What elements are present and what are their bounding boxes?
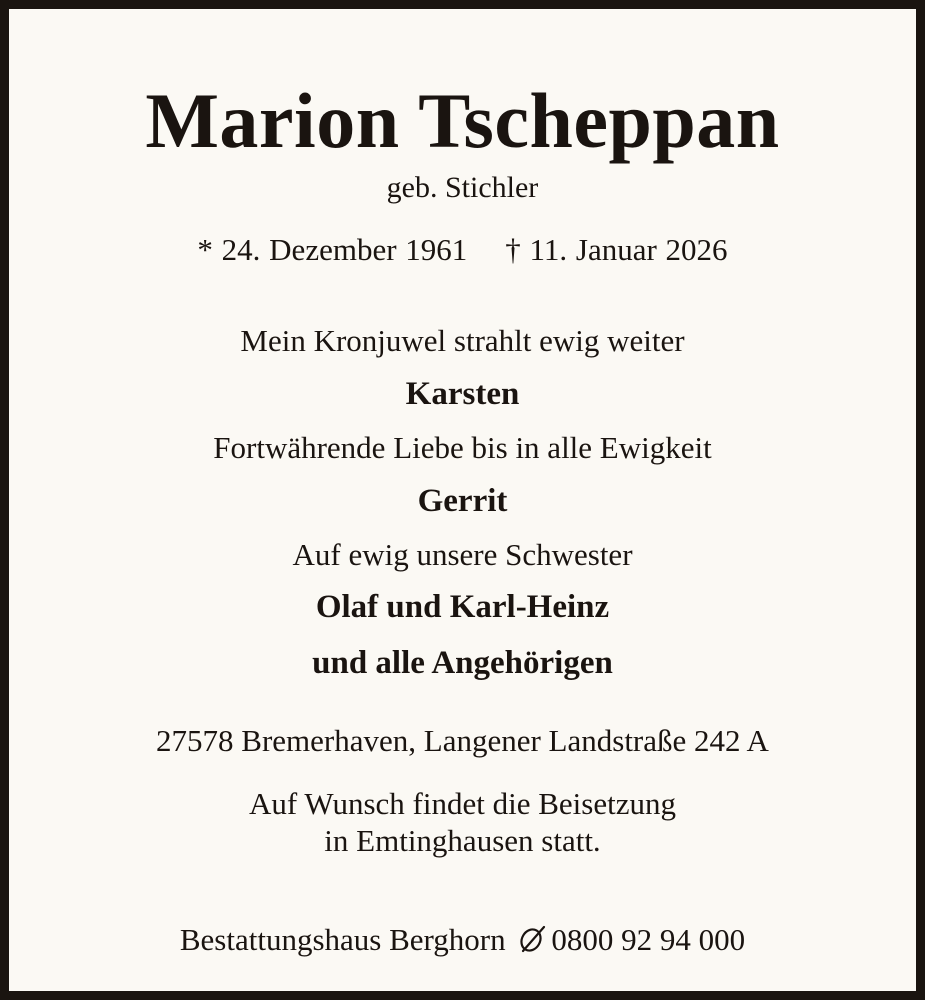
death-date: † 11. Januar 2026 <box>505 232 728 267</box>
mourning-text: Fortwährende Liebe bis in alle Ewigkeit <box>213 430 712 465</box>
mourner-name: und alle Angehörigen <box>312 645 613 681</box>
funeral-home-footer <box>9 924 916 955</box>
address: 27578 Bremerhaven, Langener Landstraße 242 A <box>156 723 769 758</box>
life-dates <box>9 234 916 265</box>
birth-date: * 24. Dezember 1961 <box>197 232 468 267</box>
funeral-home-name: Bestattungshaus Berghorn <box>179 922 506 957</box>
mourning-text: Mein Kronjuwel strahlt ewig weiter <box>240 323 685 358</box>
deceased-name: Marion Tscheppan <box>145 77 780 164</box>
burial-info-line-2: in Emtinghausen statt. <box>324 823 601 858</box>
mourner-name: Olaf und Karl-Heinz <box>315 589 610 625</box>
burial-info-line-1: Auf Wunsch findet die Beisetzung <box>249 786 676 821</box>
phone-number: 0800 92 94 000 <box>551 922 746 957</box>
maiden-name: geb. Stichler <box>386 171 539 204</box>
mourning-text: Auf ewig unsere Schwester <box>292 537 633 572</box>
mourner-name: Gerrit <box>417 483 508 519</box>
mourner-name: Karsten <box>405 376 520 412</box>
telephone-icon <box>517 924 547 954</box>
